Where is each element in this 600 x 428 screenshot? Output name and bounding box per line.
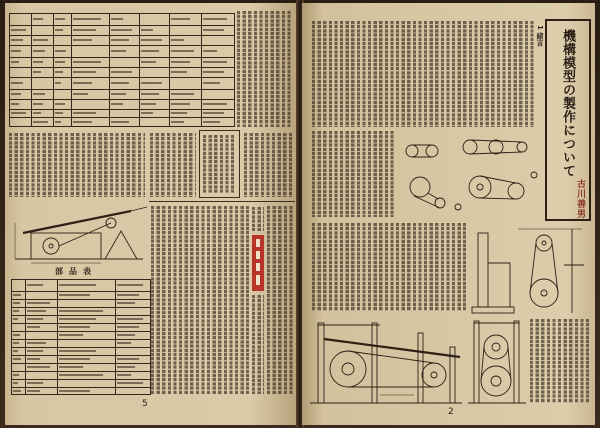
frame-post — [474, 321, 479, 403]
table-cell-text — [55, 103, 65, 105]
table-cell-text — [73, 93, 88, 95]
photo-article-box — [199, 130, 240, 198]
table-grid-line — [11, 299, 151, 300]
table-cell-text — [141, 29, 153, 31]
text-column-block — [312, 21, 534, 127]
table-cell-text — [55, 82, 61, 84]
table-grid-line — [9, 117, 235, 118]
table-grid-line — [9, 13, 235, 14]
pulley-hub — [491, 376, 501, 386]
belt — [480, 198, 516, 199]
table-cell-text — [111, 71, 132, 73]
pulley — [484, 335, 508, 359]
table-grid-line — [11, 315, 151, 316]
title-box — [545, 19, 591, 221]
table-cell-text — [27, 366, 50, 368]
pulley — [463, 140, 477, 154]
table-cell-text — [13, 390, 21, 392]
table-grid-line — [11, 291, 151, 292]
table-cell-text — [117, 382, 143, 384]
table-grid-line — [11, 371, 151, 372]
small-pulley — [531, 172, 537, 178]
table-cell-text — [73, 18, 101, 20]
table-cell-text — [59, 358, 90, 360]
table-cell-text — [141, 93, 159, 95]
table-cell-text — [27, 318, 43, 320]
pulley — [410, 177, 430, 197]
table-cell-text — [13, 334, 20, 336]
table-cell-text — [111, 39, 129, 41]
table-cell-text — [27, 350, 43, 352]
frame-post — [514, 321, 519, 403]
table-cell-text — [55, 112, 63, 114]
table-grid-line — [11, 387, 151, 388]
belt — [480, 176, 516, 183]
table-cell-text — [117, 374, 131, 376]
table-cell-text — [33, 103, 43, 105]
table-cell-text — [141, 50, 159, 52]
left-page — [5, 3, 298, 425]
table-cell-text — [13, 382, 18, 384]
table-cell-text — [33, 112, 41, 114]
parts-table-caption: 部品表 — [55, 267, 97, 276]
right-page — [302, 3, 595, 425]
table-cell-text — [117, 284, 143, 286]
text-column-block — [237, 11, 293, 127]
text-column-block — [150, 133, 196, 197]
pulley-hub — [477, 184, 483, 190]
table-cell-text — [203, 61, 227, 63]
pulley — [422, 363, 446, 387]
belt — [508, 347, 511, 381]
schedule-table — [9, 13, 235, 127]
bracket-pulley-figure — [470, 225, 588, 315]
table-cell-text — [171, 103, 190, 105]
text-column-block — [312, 223, 466, 311]
table-grid-line — [11, 323, 151, 324]
pulley — [406, 145, 418, 157]
text-column-block — [267, 206, 294, 394]
table-cell-text — [141, 82, 162, 84]
photo-article-text — [203, 135, 236, 193]
angle-bracket — [488, 263, 510, 307]
table-cell-text — [11, 82, 23, 84]
table-cell-text — [11, 29, 26, 31]
pulley — [489, 140, 503, 154]
section-divider — [149, 201, 295, 202]
table-cell-text — [111, 18, 123, 20]
table-cell-text — [141, 103, 156, 105]
table-grid-line — [57, 279, 58, 395]
table-cell-text — [11, 61, 19, 63]
table-cell-text — [59, 310, 103, 312]
table-cell-text — [27, 326, 40, 328]
pulley-hub — [541, 290, 547, 296]
table-cell-text — [111, 93, 126, 95]
table-cell-text — [203, 121, 220, 123]
table-cell-text — [33, 39, 48, 41]
parts-table — [11, 279, 151, 395]
lever-tip — [131, 207, 147, 211]
table-cell-text — [55, 29, 63, 31]
table-cell-text — [13, 342, 19, 344]
table-cell-text — [117, 318, 143, 320]
frame-post — [418, 333, 423, 403]
pulley — [517, 142, 527, 152]
pulley-hub — [431, 372, 437, 378]
table-cell-text — [111, 29, 132, 31]
table-cell-text — [111, 103, 123, 105]
table-cell-text — [171, 112, 187, 114]
pulley — [43, 238, 59, 254]
table-cell-text — [27, 390, 40, 392]
table-cell-text — [111, 121, 129, 123]
large-pulley — [481, 366, 511, 396]
belt — [481, 347, 484, 381]
table-cell-text — [203, 71, 224, 73]
table-cell-text — [73, 121, 92, 123]
table-cell-text — [55, 18, 65, 20]
pulley-belt-figure — [400, 131, 540, 215]
table-cell-text — [171, 61, 190, 63]
table-cell-text — [13, 310, 19, 312]
label-glyph — [256, 275, 260, 285]
table-grid-line — [9, 109, 235, 110]
table-cell-text — [141, 112, 153, 114]
table-cell-text — [203, 50, 217, 52]
table-cell-text — [117, 326, 139, 328]
table-cell-text — [33, 121, 48, 123]
table-grid-line — [11, 363, 151, 364]
table-cell-text — [13, 350, 18, 352]
table-cell-text — [55, 61, 65, 63]
text-column-block — [530, 319, 590, 403]
table-cell-text — [11, 93, 21, 95]
table-cell-text — [111, 50, 126, 52]
table-cell-text — [11, 39, 23, 41]
table-cell-text — [117, 342, 131, 344]
text-column-block — [151, 206, 249, 394]
diagonal-bar — [324, 339, 460, 357]
large-pulley — [330, 351, 366, 387]
table-cell-text — [59, 294, 90, 296]
belt — [428, 193, 438, 199]
table-cell-text — [59, 350, 96, 352]
table-cell-text — [59, 390, 90, 392]
pulley-hub — [342, 363, 354, 375]
pulley — [469, 176, 491, 198]
pulley-hub — [492, 343, 500, 351]
table-cell-text — [13, 318, 18, 320]
table-cell-text — [73, 71, 96, 73]
table-cell-text — [171, 121, 184, 123]
table-cell-text — [203, 18, 227, 20]
table-cell-text — [117, 358, 139, 360]
table-cell-text — [203, 82, 220, 84]
table-cell-text — [13, 374, 19, 376]
table-grid-line — [9, 25, 235, 26]
table-grid-line — [11, 307, 151, 308]
table-cell-text — [13, 302, 20, 304]
new-issue-note — [252, 207, 264, 231]
table-grid-line — [25, 279, 26, 395]
table-cell-text — [27, 358, 40, 360]
table-cell-text — [117, 334, 135, 336]
article-author: 古川善男 — [575, 179, 585, 219]
table-cell-text — [27, 310, 46, 312]
table-cell-text — [73, 82, 92, 84]
table-cell-text — [117, 294, 139, 296]
belt — [530, 243, 536, 293]
table-cell-text — [33, 18, 43, 20]
table-grid-line — [9, 126, 235, 127]
table-cell-text — [73, 29, 96, 31]
text-column-block — [9, 133, 145, 197]
table-cell-text — [203, 112, 224, 114]
table-cell-text — [111, 82, 129, 84]
table-cell-text — [59, 284, 96, 286]
pulley — [426, 145, 438, 157]
stacked-pulley-figure — [468, 319, 526, 405]
machine-body — [31, 233, 101, 259]
frame-mechanism-figure — [310, 317, 462, 405]
table-grid-line — [9, 77, 235, 78]
belt — [552, 243, 558, 293]
pulley-hub — [542, 241, 546, 245]
support-stand — [105, 231, 137, 259]
table-cell-text — [33, 71, 41, 73]
table-cell-text — [73, 39, 92, 41]
lever-arm — [23, 211, 131, 233]
table-cell-text — [171, 39, 184, 41]
table-grid-line — [9, 99, 235, 100]
page-number: 5 — [142, 399, 148, 409]
label-glyph — [256, 239, 260, 247]
table-grid-line — [115, 279, 116, 395]
label-glyph — [256, 251, 260, 259]
bracket-post — [478, 233, 488, 307]
table-cell-text — [141, 61, 156, 63]
pulley — [508, 183, 524, 199]
table-grid-line — [11, 339, 151, 340]
red-notice-label — [252, 235, 264, 291]
table-grid-line — [11, 355, 151, 356]
table-grid-line — [9, 57, 235, 58]
table-cell-text — [55, 71, 63, 73]
table-cell-text — [59, 366, 83, 368]
pulley-hub — [49, 244, 53, 248]
table-grid-line — [11, 394, 151, 395]
table-cell-text — [11, 103, 19, 105]
table-cell-text — [11, 112, 26, 114]
table-cell-text — [27, 284, 43, 286]
table-grid-line — [11, 331, 151, 332]
table-cell-text — [171, 18, 190, 20]
table-cell-text — [141, 39, 162, 41]
pulley — [536, 235, 552, 251]
table-cell-text — [117, 302, 135, 304]
table-grid-line — [11, 279, 12, 395]
table-cell-text — [59, 374, 103, 376]
table-grid-line — [9, 89, 235, 90]
base-plate — [472, 307, 514, 313]
small-pulley — [455, 204, 461, 210]
table-cell-text — [203, 103, 227, 105]
table-cell-text — [171, 50, 194, 52]
table-grid-line — [11, 279, 151, 280]
label-glyph — [256, 263, 260, 271]
article-title: 機構模型の製作について — [560, 29, 575, 178]
table-cell-text — [13, 294, 21, 296]
table-cell-text — [27, 342, 46, 344]
table-cell-text — [33, 61, 43, 63]
table-cell-text — [55, 121, 61, 123]
section-heading: 1 緒言 — [536, 25, 544, 47]
frame-post — [318, 323, 324, 403]
table-cell-text — [73, 112, 96, 114]
table-cell-text — [73, 61, 101, 63]
table-grid-line — [11, 379, 151, 380]
table-cell-text — [59, 326, 90, 328]
table-grid-line — [9, 67, 235, 68]
table-cell-text — [27, 302, 50, 304]
table-cell-text — [203, 29, 224, 31]
table-cell-text — [27, 382, 43, 384]
linkage-rod — [59, 223, 111, 246]
table-grid-line — [9, 45, 235, 46]
page-number: 2 — [448, 407, 454, 417]
table-cell-text — [33, 50, 45, 52]
table-cell-text — [33, 93, 45, 95]
table-cell-text — [171, 93, 194, 95]
table-cell-text — [55, 50, 66, 52]
table-cell-text — [59, 334, 83, 336]
table-cell-text — [171, 71, 187, 73]
frame-post — [372, 323, 377, 403]
table-cell-text — [117, 366, 135, 368]
text-column-block — [244, 133, 293, 197]
text-column-block — [252, 295, 264, 394]
mechanism-figure — [11, 203, 151, 265]
text-column-block — [312, 131, 396, 217]
table-cell-text — [59, 318, 96, 320]
table-cell-text — [11, 50, 21, 52]
table-cell-text — [13, 358, 21, 360]
table-grid-line — [9, 35, 235, 36]
pulley — [530, 279, 558, 307]
table-grid-line — [11, 347, 151, 348]
